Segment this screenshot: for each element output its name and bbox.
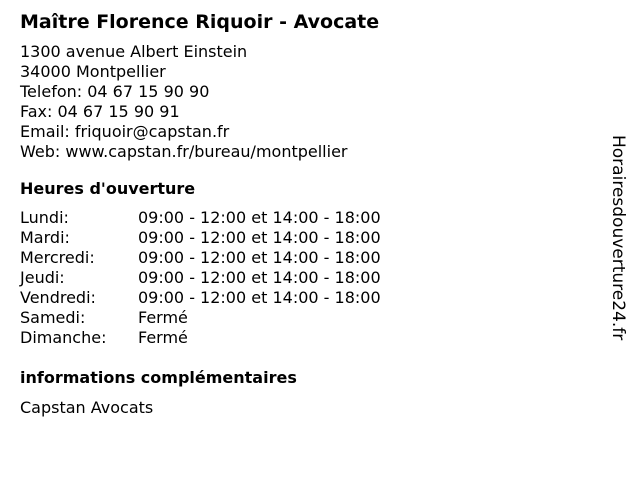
fax-number: Fax: 04 67 15 90 91 — [20, 102, 180, 121]
day-label: Lundi: — [20, 208, 69, 227]
street-address: 1300 avenue Albert Einstein — [20, 42, 248, 61]
brand-watermark: Horairesdouverture24.fr — [608, 135, 628, 341]
hours-row-saturday — [20, 308, 600, 328]
day-label: Dimanche: — [20, 328, 107, 347]
business-title: Maître Florence Riquoir - Avocate — [20, 11, 380, 33]
hours-value: Fermé — [138, 328, 188, 347]
hours-row-thursday — [20, 268, 600, 288]
additional-info-heading: informations complémentaires — [20, 368, 297, 387]
day-label: Samedi: — [20, 308, 86, 327]
address-block — [20, 42, 600, 162]
hours-row-wednesday — [20, 248, 600, 268]
day-label: Jeudi: — [20, 268, 65, 287]
city-postcode: 34000 Montpellier — [20, 62, 166, 81]
opening-hours-table — [20, 208, 600, 348]
hours-row-monday — [20, 208, 600, 228]
hours-row-tuesday — [20, 228, 600, 248]
hours-value: 09:00 - 12:00 et 14:00 - 18:00 — [138, 268, 381, 287]
day-label: Vendredi: — [20, 288, 96, 307]
day-label: Mercredi: — [20, 248, 95, 267]
hours-value: 09:00 - 12:00 et 14:00 - 18:00 — [138, 228, 381, 247]
additional-info-text: Capstan Avocats — [20, 398, 154, 417]
hours-value: Fermé — [138, 308, 188, 327]
opening-hours-heading: Heures d'ouverture — [20, 179, 196, 198]
hours-value: 09:00 - 12:00 et 14:00 - 18:00 — [138, 248, 381, 267]
website-url: Web: www.capstan.fr/bureau/montpellier — [20, 142, 348, 161]
business-card — [20, 8, 600, 418]
hours-row-sunday — [20, 328, 600, 348]
email-address: Email: friquoir@capstan.fr — [20, 122, 230, 141]
hours-row-friday — [20, 288, 600, 308]
hours-value: 09:00 - 12:00 et 14:00 - 18:00 — [138, 288, 381, 307]
hours-value: 09:00 - 12:00 et 14:00 - 18:00 — [138, 208, 381, 227]
phone-number: Telefon: 04 67 15 90 90 — [20, 82, 210, 101]
day-label: Mardi: — [20, 228, 70, 247]
